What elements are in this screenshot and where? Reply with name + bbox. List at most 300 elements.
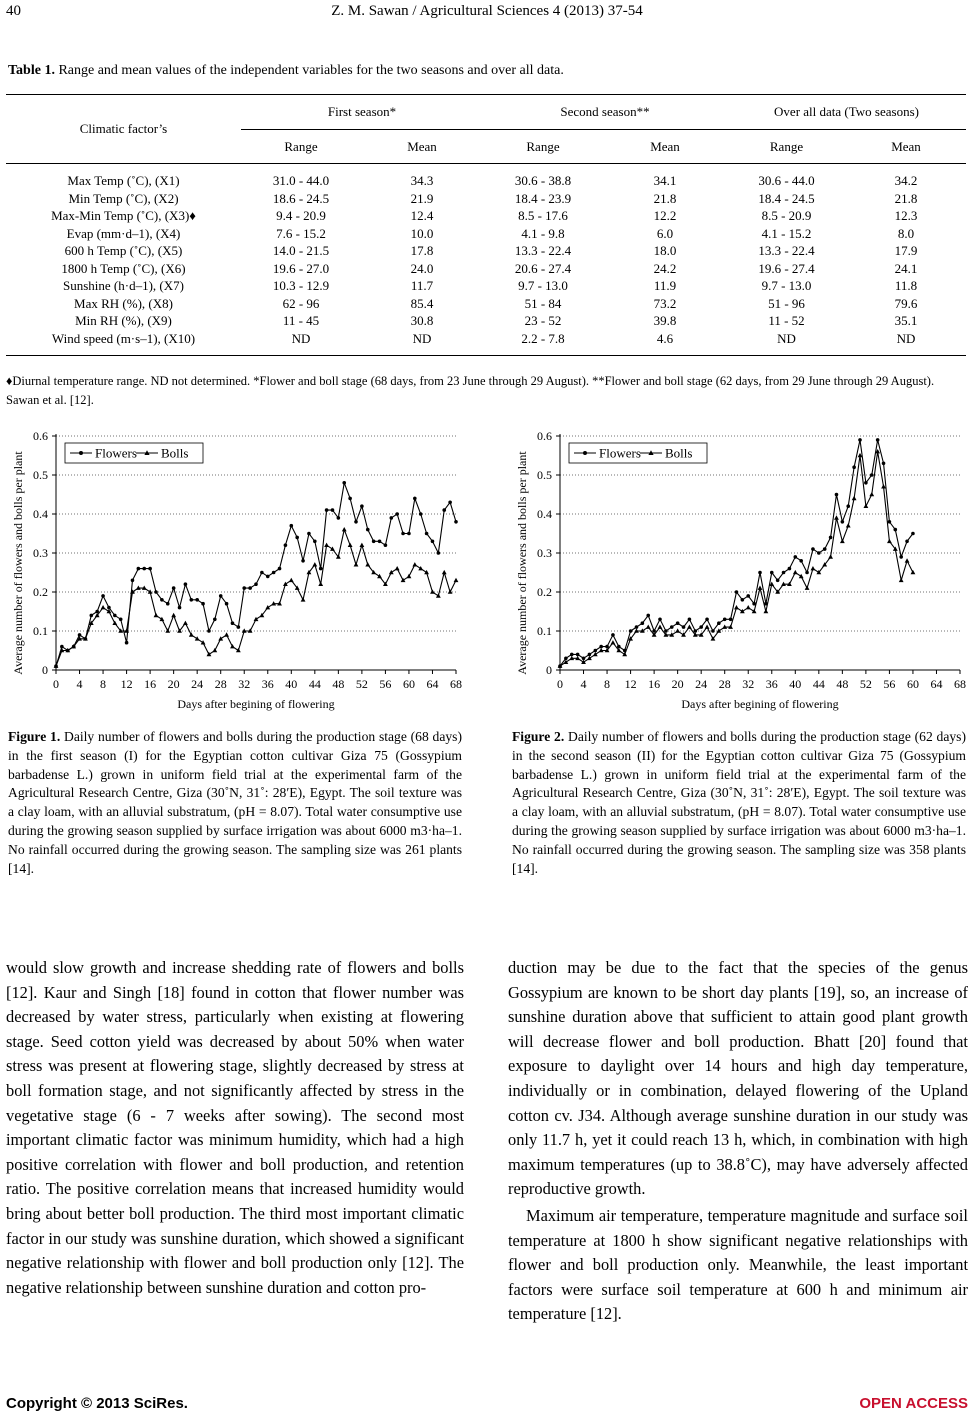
data-point-bolls bbox=[687, 625, 692, 629]
data-point-flowers bbox=[154, 590, 158, 594]
data-point-flowers bbox=[219, 594, 223, 598]
table-label: Table 1. bbox=[8, 63, 55, 78]
data-point-flowers bbox=[899, 555, 903, 559]
table-row bbox=[6, 242, 966, 260]
x-tick-label: 16 bbox=[144, 677, 157, 691]
series-line-bolls bbox=[56, 530, 456, 667]
data-point-bolls bbox=[734, 605, 739, 609]
data-point-flowers bbox=[646, 614, 650, 618]
table-cell: 19.6 - 27.4 bbox=[758, 260, 815, 276]
data-point-bolls bbox=[840, 539, 845, 543]
table-cell: 18.4 - 24.5 bbox=[758, 190, 815, 206]
y-tick-label: 0 bbox=[546, 663, 552, 677]
data-point-bolls bbox=[218, 636, 223, 640]
figure-1-label: Figure 1. bbox=[8, 729, 61, 744]
table-row-label: Max Temp (˚C), (X1) bbox=[67, 173, 180, 188]
body-left-column bbox=[6, 956, 464, 1300]
table-cell: 34.2 bbox=[894, 173, 918, 188]
table-cell: 39.8 bbox=[653, 313, 677, 328]
data-point-bolls bbox=[799, 574, 804, 578]
data-point-flowers bbox=[360, 504, 364, 508]
data-point-flowers bbox=[717, 621, 721, 625]
figure-1-chart bbox=[6, 424, 462, 716]
table-caption-text: Range and mean values of the independent variables for the two seasons and over all data. bbox=[54, 63, 564, 78]
y-tick-label: 0.1 bbox=[33, 624, 48, 638]
data-point-flowers bbox=[811, 547, 815, 551]
data-point-flowers bbox=[735, 590, 739, 594]
data-point-flowers bbox=[776, 579, 780, 583]
table-row bbox=[6, 172, 966, 190]
table-cell: 30.6 - 38.8 bbox=[514, 173, 572, 188]
table-cell: 4.1 - 15.2 bbox=[761, 225, 812, 241]
data-point-flowers bbox=[289, 524, 293, 528]
table-row-label: Min Temp (˚C), (X2) bbox=[68, 190, 179, 206]
data-point-bolls bbox=[330, 547, 335, 551]
table-row bbox=[6, 312, 966, 330]
table-cell: 17.8 bbox=[410, 243, 434, 258]
y-tick-label: 0.2 bbox=[537, 585, 552, 599]
data-point-flowers bbox=[395, 512, 399, 516]
data-point-flowers bbox=[131, 579, 135, 583]
data-point-flowers bbox=[401, 532, 405, 536]
data-point-bolls bbox=[646, 625, 651, 629]
data-point-flowers bbox=[101, 594, 105, 598]
table-row bbox=[6, 330, 966, 348]
body-right-column bbox=[508, 956, 968, 1327]
page-number: 40 bbox=[6, 3, 21, 19]
data-point-bolls bbox=[746, 605, 751, 609]
table-cell: 10.3 - 12.9 bbox=[272, 278, 330, 293]
data-point-flowers bbox=[237, 625, 241, 629]
table-cell: 8.0 bbox=[897, 225, 915, 241]
data-point-bolls bbox=[716, 628, 721, 632]
data-point-bolls bbox=[442, 570, 447, 574]
data-point-flowers bbox=[564, 657, 568, 661]
data-point-bolls bbox=[622, 652, 627, 656]
x-tick-label: 60 bbox=[402, 677, 415, 691]
data-point-flowers bbox=[658, 618, 662, 622]
x-tick-label: 40 bbox=[285, 677, 298, 691]
data-point-flowers bbox=[378, 540, 382, 544]
data-point-bolls bbox=[101, 605, 106, 609]
table-cell: 4.1 - 9.8 bbox=[521, 225, 565, 241]
data-point-flowers bbox=[829, 536, 833, 540]
data-point-bolls bbox=[283, 582, 288, 586]
data-point-bolls bbox=[911, 570, 916, 574]
y-tick-label: 0 bbox=[42, 663, 48, 677]
data-point-bolls bbox=[705, 625, 710, 629]
x-tick-label: 52 bbox=[355, 677, 368, 691]
data-point-bolls bbox=[207, 652, 212, 656]
data-point-flowers bbox=[366, 528, 370, 532]
data-point-flowers bbox=[782, 571, 786, 575]
table-cell: 21.8 bbox=[894, 190, 918, 206]
data-point-bolls bbox=[658, 625, 663, 629]
table-subheader: Range bbox=[241, 130, 361, 164]
data-point-flowers bbox=[160, 598, 164, 602]
data-point-flowers bbox=[213, 618, 217, 622]
x-tick-label: 20 bbox=[671, 677, 684, 691]
table-cell: ND bbox=[412, 330, 432, 346]
y-axis-label: Average number of flowers and bolls per plant bbox=[515, 451, 529, 675]
data-point-flowers bbox=[407, 532, 411, 536]
x-tick-label: 32 bbox=[742, 677, 755, 691]
data-point-flowers bbox=[60, 645, 64, 649]
figure-2-chart bbox=[510, 424, 966, 716]
data-point-flowers bbox=[876, 438, 880, 442]
data-point-flowers bbox=[682, 625, 686, 629]
y-tick-label: 0.5 bbox=[33, 468, 48, 482]
data-point-bolls bbox=[148, 589, 153, 593]
data-point-flowers bbox=[835, 493, 839, 497]
data-point-flowers bbox=[588, 653, 592, 657]
data-point-flowers bbox=[248, 586, 252, 590]
table-cell: 9.7 - 13.0 bbox=[761, 278, 812, 293]
y-tick-label: 0.4 bbox=[537, 507, 552, 521]
data-point-flowers bbox=[278, 567, 282, 571]
copyright: Copyright © 2013 SciRes. bbox=[6, 1395, 188, 1412]
table-cell: 51 - 84 bbox=[524, 295, 562, 311]
data-point-flowers bbox=[313, 540, 317, 544]
table-cell: 13.3 - 22.4 bbox=[514, 243, 572, 258]
data-point-flowers bbox=[670, 625, 674, 629]
y-tick-label: 0.6 bbox=[537, 429, 552, 443]
data-point-flowers bbox=[864, 481, 868, 485]
data-point-flowers bbox=[693, 629, 697, 633]
data-point-flowers bbox=[652, 629, 656, 633]
table-cell: 24.0 bbox=[410, 260, 434, 276]
x-tick-label: 36 bbox=[261, 677, 274, 691]
data-point-bolls bbox=[171, 613, 176, 617]
table-cell: 11.7 bbox=[410, 278, 434, 293]
table-row bbox=[6, 190, 966, 208]
table-subheader: Mean bbox=[603, 130, 727, 164]
data-point-bolls bbox=[593, 652, 598, 656]
data-point-flowers bbox=[148, 567, 152, 571]
table-cell: 34.1 bbox=[653, 173, 677, 188]
data-point-flowers bbox=[431, 540, 435, 544]
x-tick-label: 24 bbox=[695, 677, 708, 691]
data-point-flowers bbox=[284, 543, 288, 547]
data-point-flowers bbox=[331, 508, 335, 512]
data-point-bolls bbox=[581, 660, 586, 664]
data-point-flowers bbox=[605, 645, 609, 649]
data-point-flowers bbox=[266, 575, 270, 579]
data-point-bolls bbox=[159, 617, 164, 621]
data-point-bolls bbox=[359, 543, 364, 547]
x-tick-label: 56 bbox=[379, 677, 392, 691]
table-row bbox=[6, 277, 966, 295]
table-subheader: Mean bbox=[361, 130, 483, 164]
data-point-bolls bbox=[407, 574, 412, 578]
table-cell: 18.6 - 24.5 bbox=[272, 190, 330, 206]
body-paragraph: would slow growth and increase shedding rate of flowers and bolls [12]. Kaur and Singh [18] found in cotton that flower number was decreased by water stress, particularly when existing at flowering stage. Seed cotton yield was decreased by about 50% when water stress was present at flowering stage, slightly decreased by stress at boll formation stage, and not significantly affected by stress in the vegetative stage (6 - 7 weeks after sowing). The second most important climatic factor was minimum humidity, which had a high positive correlation with flower and boll production, and retention ratio. The positive correlation means that increased humidity would bring about better boll production. The third most important climatic factor in our study was sunshine duration, which showed a significant negative relationship with flower and boll production only [12]. The negative relationship between sunshine duration and cotton pro- bbox=[6, 958, 464, 1297]
data-point-bolls bbox=[395, 566, 400, 570]
table-cell: 21.8 bbox=[653, 190, 677, 206]
data-point-bolls bbox=[899, 578, 904, 582]
x-axis-label: Days after begining of flowering bbox=[177, 697, 335, 711]
data-point-flowers bbox=[852, 465, 856, 469]
table-cell: 23 - 52 bbox=[524, 313, 562, 328]
data-point-flowers bbox=[372, 540, 376, 544]
data-point-flowers bbox=[195, 598, 199, 602]
data-point-bolls bbox=[195, 636, 200, 640]
legend-label-flowers: Flowers bbox=[599, 445, 641, 461]
table-cell: 79.6 bbox=[894, 295, 918, 311]
data-point-bolls bbox=[389, 570, 394, 574]
data-point-flowers bbox=[348, 497, 352, 501]
table-cell: 11.9 bbox=[653, 278, 677, 293]
x-tick-label: 0 bbox=[53, 677, 59, 691]
x-tick-label: 8 bbox=[100, 677, 107, 691]
data-point-flowers bbox=[189, 598, 193, 602]
data-point-flowers bbox=[911, 532, 915, 536]
x-axis-label: Days after begining of flowering bbox=[681, 697, 839, 711]
data-point-bolls bbox=[740, 609, 745, 613]
x-tick-label: 24 bbox=[191, 677, 204, 691]
table-cell: 20.6 - 27.4 bbox=[514, 260, 572, 276]
data-point-flowers bbox=[788, 567, 792, 571]
data-point-bolls bbox=[130, 589, 135, 593]
data-point-flowers bbox=[207, 629, 211, 633]
table-header-overall: Over all data (Two seasons) bbox=[774, 104, 919, 120]
data-point-bolls bbox=[887, 539, 892, 543]
data-point-bolls bbox=[254, 617, 259, 621]
table-row bbox=[6, 207, 966, 225]
data-point-bolls bbox=[401, 578, 406, 582]
table-row-label: Max RH (%), (X8) bbox=[74, 295, 173, 311]
x-tick-label: 28 bbox=[214, 677, 227, 691]
x-tick-label: 28 bbox=[718, 677, 731, 691]
data-point-flowers bbox=[225, 602, 229, 606]
data-point-flowers bbox=[688, 618, 692, 622]
y-tick-label: 0.2 bbox=[33, 585, 48, 599]
y-tick-label: 0.3 bbox=[537, 546, 552, 560]
x-tick-label: 12 bbox=[120, 677, 133, 691]
data-point-bolls bbox=[365, 562, 370, 566]
data-point-flowers bbox=[272, 571, 276, 575]
table-cell: 24.2 bbox=[653, 260, 677, 276]
x-tick-label: 64 bbox=[930, 677, 943, 691]
table-caption bbox=[8, 63, 564, 79]
table-cell: 8.5 - 20.9 bbox=[761, 208, 812, 223]
data-point-flowers bbox=[841, 520, 845, 524]
data-point-flowers bbox=[137, 567, 141, 571]
data-point-bolls bbox=[348, 543, 353, 547]
data-point-flowers bbox=[142, 567, 146, 571]
x-tick-label: 48 bbox=[332, 677, 345, 691]
data-point-flowers bbox=[593, 649, 597, 653]
data-point-bolls bbox=[793, 570, 798, 574]
legend-label-bolls: Bolls bbox=[665, 445, 693, 461]
data-point-flowers bbox=[325, 508, 329, 512]
table-cell: 7.6 - 15.2 bbox=[276, 225, 326, 241]
data-point-flowers bbox=[758, 571, 762, 575]
table-cell: ND bbox=[896, 330, 916, 346]
data-point-flowers bbox=[676, 621, 680, 625]
y-tick-label: 0.4 bbox=[33, 507, 48, 521]
data-point-flowers bbox=[172, 586, 176, 590]
table-row-label: Wind speed (m·s–1), (X10) bbox=[51, 330, 196, 346]
table-cell: 13.3 - 22.4 bbox=[758, 243, 815, 258]
data-point-flowers bbox=[641, 621, 645, 625]
data-point-bolls bbox=[675, 628, 680, 632]
x-tick-label: 36 bbox=[765, 677, 778, 691]
figure-1-caption-text: Daily number of flowers and bolls during the production stage (68 days) in the first season (I) for the Egyptian cotton cultivar Giza 75 (Gossypium barbadense L.) grown in uniform field trial at the experimental farm of the Agricultural Research Centre, Giza (30˚N, 31˚: 28′E), Egypt. The soil texture was a clay loam, with an alluvial substratum, (pH = 8.07). Total water consumptive use during the growing season supplied by surface irrigation was about 6000 m3·ha–1. No rainfall occurred during the growing season. The sampling size was 261 plants [14]. bbox=[8, 729, 463, 876]
table-cell: 85.4 bbox=[410, 295, 434, 311]
data-point-flowers bbox=[582, 657, 586, 661]
table-cell: 11.8 bbox=[894, 278, 918, 293]
data-point-bolls bbox=[212, 648, 217, 652]
y-tick-label: 0.1 bbox=[537, 624, 552, 638]
data-point-flowers bbox=[95, 610, 99, 614]
data-point-bolls bbox=[165, 628, 170, 632]
data-point-flowers bbox=[893, 528, 897, 532]
x-tick-label: 40 bbox=[789, 677, 802, 691]
figure-2-label: Figure 2. bbox=[512, 729, 565, 744]
table-header-factor: Climatic factor’s bbox=[6, 95, 241, 164]
data-point-flowers bbox=[793, 555, 797, 559]
x-tick-label: 16 bbox=[648, 677, 661, 691]
data-point-flowers bbox=[882, 462, 886, 466]
x-tick-label: 48 bbox=[836, 677, 849, 691]
table-cell: 73.2 bbox=[653, 295, 677, 311]
data-point-flowers bbox=[342, 481, 346, 485]
data-point-flowers bbox=[729, 618, 733, 622]
legend-marker-flowers bbox=[583, 451, 587, 455]
data-point-bolls bbox=[418, 566, 423, 570]
figure-2-caption-text: Daily number of flowers and bolls during the production stage (62 days) in the second season (II) for the Egyptian cotton cultivar Giza 75 (Gossypium barbadense L.) grown in uniform field trial at the experimental farm of the Agricultural Research Centre, Giza (30˚N, 31˚: 28′E), Egypt. The soil texture was a clay loam, with an alluvial substratum, (pH = 8.07). Total water consumptive use during the growing season supplied by surface irrigation was about 6000 m3·ha–1. No rainfall occurred during the growing season. The sampling size was 358 plants [14]. bbox=[512, 729, 967, 876]
open-access-label: OPEN ACCESS bbox=[859, 1395, 968, 1412]
data-point-flowers bbox=[389, 516, 393, 520]
data-point-flowers bbox=[905, 540, 909, 544]
data-point-bolls bbox=[354, 562, 359, 566]
table-row-label: Min RH (%), (X9) bbox=[75, 313, 172, 328]
data-point-flowers bbox=[295, 536, 299, 540]
data-point-flowers bbox=[242, 586, 246, 590]
table-subheader: Mean bbox=[846, 130, 966, 164]
table-cell: 21.9 bbox=[410, 190, 434, 206]
data-point-flowers bbox=[125, 641, 129, 645]
body-paragraph: Maximum air temperature, temperature magnitude and surface soil temperature at 1800 h show significant negative relationships with flower and boll production only. Meanwhile, the least important factors were surface soil temperature at 600 h and minimum air temperature [12]. bbox=[508, 1205, 968, 1324]
table-cell: 4.6 bbox=[656, 330, 674, 346]
data-point-flowers bbox=[231, 621, 235, 625]
data-point-bolls bbox=[758, 586, 763, 590]
data-point-flowers bbox=[888, 520, 892, 524]
table-cell: 34.3 bbox=[410, 173, 434, 188]
data-point-bolls bbox=[846, 523, 851, 527]
data-point-flowers bbox=[78, 633, 82, 637]
table-row bbox=[6, 225, 966, 243]
data-point-flowers bbox=[254, 582, 258, 586]
data-point-flowers bbox=[107, 606, 111, 610]
table-cell: 2.2 - 7.8 bbox=[521, 330, 565, 346]
table-cell: 62 - 96 bbox=[282, 295, 320, 311]
data-point-flowers bbox=[599, 645, 603, 649]
table-row-label: 600 h Temp (˚C), (X5) bbox=[64, 243, 183, 258]
data-point-flowers bbox=[570, 653, 574, 657]
table-row-label: Max-Min Temp (˚C), (X3)♦ bbox=[51, 208, 196, 223]
data-point-flowers bbox=[770, 571, 774, 575]
data-point-bolls bbox=[201, 640, 206, 644]
data-point-bolls bbox=[318, 582, 323, 586]
data-point-flowers bbox=[437, 551, 441, 555]
table-subheader: Range bbox=[727, 130, 846, 164]
data-point-flowers bbox=[611, 633, 615, 637]
data-point-bolls bbox=[905, 558, 910, 562]
data-point-bolls bbox=[454, 578, 459, 582]
data-point-flowers bbox=[442, 508, 446, 512]
data-point-bolls bbox=[189, 632, 194, 636]
data-point-flowers bbox=[260, 571, 264, 575]
x-tick-label: 0 bbox=[557, 677, 563, 691]
table-cell: 19.6 - 27.0 bbox=[272, 260, 330, 276]
y-tick-label: 0.6 bbox=[33, 429, 48, 443]
data-point-bolls bbox=[265, 605, 270, 609]
x-tick-label: 8 bbox=[604, 677, 611, 691]
table-cell: 11 - 52 bbox=[768, 313, 805, 328]
table-row-label: Evap (mm·d–1), (X4) bbox=[66, 225, 181, 241]
data-point-flowers bbox=[723, 618, 727, 622]
data-point-flowers bbox=[576, 653, 580, 657]
table-cell: 17.9 bbox=[894, 243, 918, 258]
table-row bbox=[6, 260, 966, 278]
data-point-flowers bbox=[799, 559, 803, 563]
x-tick-label: 4 bbox=[580, 677, 587, 691]
x-tick-label: 60 bbox=[906, 677, 919, 691]
data-point-bolls bbox=[448, 589, 453, 593]
data-point-bolls bbox=[811, 566, 816, 570]
x-tick-label: 56 bbox=[883, 677, 896, 691]
x-tick-label: 68 bbox=[450, 677, 462, 691]
data-point-bolls bbox=[436, 593, 441, 597]
legend bbox=[569, 443, 707, 463]
data-point-flowers bbox=[419, 512, 423, 516]
data-point-bolls bbox=[863, 504, 868, 508]
data-point-bolls bbox=[587, 656, 592, 660]
data-point-bolls bbox=[301, 597, 306, 601]
y-tick-label: 0.3 bbox=[33, 546, 48, 560]
data-point-flowers bbox=[741, 598, 745, 602]
table-cell: 30.6 - 44.0 bbox=[758, 173, 815, 188]
data-point-bolls bbox=[852, 496, 857, 500]
table-footnote: ♦Diurnal temperature range. ND not determined. *Flower and boll stage (68 days, from 23 June through 29 August). **Flower and boll stage (62 days, from 29 June through 29 August). Sawan et al. [12]. bbox=[6, 374, 935, 407]
body-paragraph: duction may be due to the fact that the species of the genus Gossypium are known to be short day plants [19], so, an increase of sunshine duration above that sufficient to attain good plant growth will decrease flower and boll production. Bhatt [20] found that exposure to daylight over 14 hours and high day temperature, individually or in combination, delayed flowering of the Upland cotton cv. J34. Although average sunshine duration in our study was only 11.7 h, yet it could reach 13 h, which, in combination with high maximum temperatures (up to 38.8˚C), may have adversely affected reproductive growth. bbox=[508, 958, 968, 1199]
y-axis-label: Average number of flowers and bolls per plant bbox=[11, 451, 25, 675]
table-header-first-season: First season* bbox=[327, 104, 397, 120]
data-point-flowers bbox=[119, 618, 123, 622]
data-point-bolls bbox=[805, 586, 810, 590]
data-point-bolls bbox=[377, 574, 382, 578]
x-tick-label: 20 bbox=[167, 677, 180, 691]
data-point-flowers bbox=[846, 504, 850, 508]
x-tick-label: 44 bbox=[308, 677, 321, 691]
x-tick-label: 52 bbox=[859, 677, 872, 691]
table-cell: 8.5 - 17.6 bbox=[518, 208, 568, 223]
data-point-bolls bbox=[154, 613, 159, 617]
data-point-bolls bbox=[324, 543, 329, 547]
data-point-bolls bbox=[752, 609, 757, 613]
x-tick-label: 68 bbox=[954, 677, 966, 691]
legend-marker-flowers bbox=[79, 451, 83, 455]
data-point-flowers bbox=[823, 547, 827, 551]
data-point-flowers bbox=[699, 625, 703, 629]
data-point-flowers bbox=[711, 629, 715, 633]
data-point-flowers bbox=[384, 543, 388, 547]
data-point-flowers bbox=[617, 645, 621, 649]
data-point-flowers bbox=[184, 582, 188, 586]
data-point-flowers bbox=[664, 629, 668, 633]
